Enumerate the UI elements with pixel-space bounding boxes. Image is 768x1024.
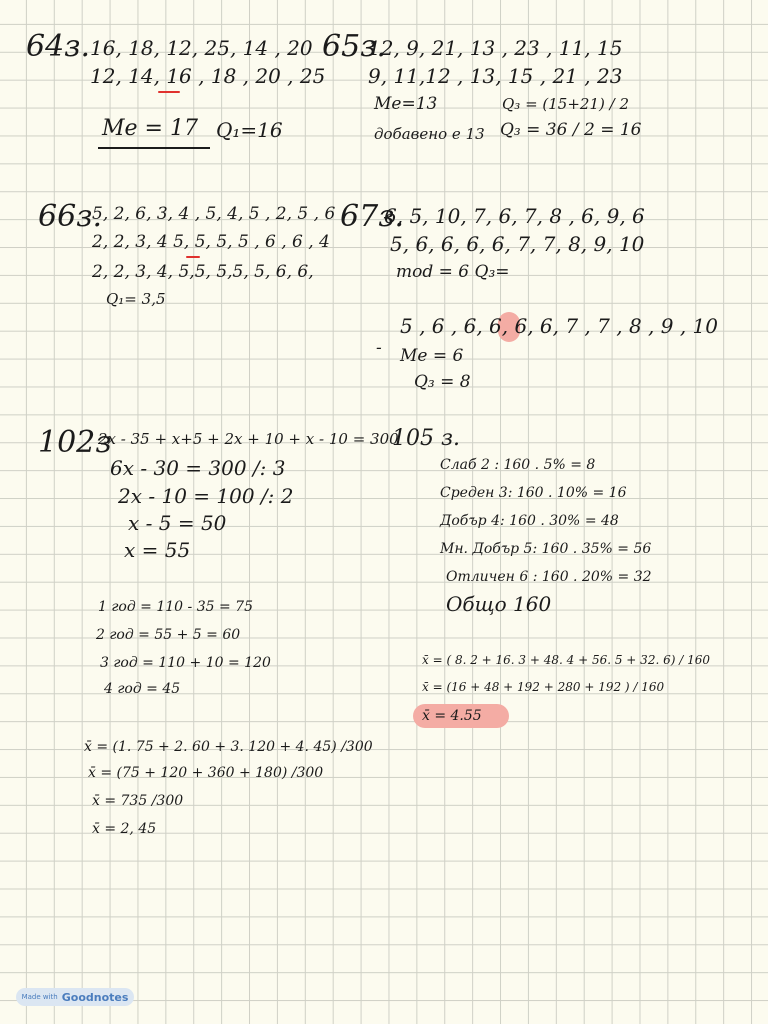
problem-64-median: Me = 17 [102,116,198,141]
badge-made-with: Made with [21,993,58,1001]
problem-65-q3-formula: Q₃ = (15+21) / 2 [502,95,629,113]
year-4: 4 год = 45 [104,681,181,697]
problem-65-q3-result: Q₃ = 36 / 2 = 16 [500,120,642,140]
problem-102-equation: 2x - 35 + x+5 + 2x + 10 + x - 10 = 300 [98,430,399,448]
problem-66-lower-half: 2, 2, 3, 4, 5,5, 5,5, 5, 6, 6, [92,262,314,282]
problem-65-data: 12, 9, 21, 13 , 23 , 11, 15 [368,36,623,60]
problem-65-sorted: 9, 11,12 , 13, 15 , 21 , 23 [368,64,623,88]
problem-67-q3: Q₃ = 8 [414,372,471,392]
mean-sum-102: x̄ = (75 + 120 + 360 + 180) /300 [88,765,324,781]
grade-4: Добър 4: 160 . 30% = 48 [440,513,619,529]
badge-brand: Goodnotes [61,990,129,1004]
problem-66-sorted: 2, 2, 3, 4 5, 5, 5, 5 , 6 , 6 , 4 [92,232,330,252]
year-2: 2 год = 55 + 5 = 60 [96,627,241,643]
problem-67-dash: - [376,338,382,358]
mean-formula-105: x̄ = ( 8. 2 + 16. 3 + 48. 4 + 56. 5 + 32. 6) / 160 [422,653,710,667]
problem-65-median: Me=13 [374,94,438,114]
problem-66-q1: Q₁= 3,5 [106,290,166,308]
median-underline-66 [186,256,200,258]
problem-67-number: 67з. [340,199,405,234]
problem-105-number: 105 з. [392,426,460,451]
grade-2: Слаб 2 : 160 . 5% = 8 [440,457,596,473]
grade-3: Среден 3: 160 . 10% = 16 [440,485,627,501]
year-1: 1 год = 110 - 35 = 75 [98,599,253,615]
mean-sum-105: x̄ = (16 + 48 + 192 + 280 + 192 ) / 160 [422,680,665,694]
problem-64-number: 64з. [26,29,91,64]
grade-5: Мн. Добър 5: 160 . 35% = 56 [440,541,652,557]
problem-67-sorted-again: 5 , 6 , 6, 6, 6, 6, 7 , 7 , 8 , 9 , 10 [400,314,718,338]
mean-result-102: x̄ = 2, 45 [92,821,157,837]
problem-66-data: 5, 2, 6, 3, 4 , 5, 4, 5 , 2, 5 , 6 [92,204,336,224]
problem-64-data: 16, 18, 12, 25, 14 , 20 [90,36,313,60]
problem-66-number: 66з. [38,199,103,234]
problem-65-number: 65з. [322,29,387,64]
median-underline [158,91,180,93]
grade-total: Общо 160 [446,592,552,616]
problem-67-sorted: 5, 6, 6, 6, 6, 7, 7, 8, 9, 10 [390,232,645,256]
problem-65-note: добавено е 13 [374,125,485,143]
problem-67-data: 6, 5, 10, 7, 6, 7, 8 , 6, 9, 6 [384,204,645,228]
median-rule [98,147,210,149]
mean-total-102: x̄ = 735 /300 [92,793,184,809]
problem-102-step3: x - 5 = 50 [128,511,227,535]
problem-102-number: 102з [38,425,112,460]
problem-102-result: x = 55 [124,538,191,562]
problem-64-sorted: 12, 14, 16 , 18 , 20 , 25 [90,64,326,88]
problem-102-step2: 2x - 10 = 100 /: 2 [118,484,294,508]
problem-64-q1: Q₁=16 [216,118,283,142]
grade-6: Отличен 6 : 160 . 20% = 32 [446,569,652,585]
year-3: 3 год = 110 + 10 = 120 [100,655,271,671]
problem-102-step1: 6x - 30 = 300 /: 3 [110,456,286,480]
goodnotes-badge[interactable] [16,988,134,1006]
problem-67-median: Me = 6 [400,346,464,366]
mean-formula-102: x̄ = (1. 75 + 2. 60 + 3. 120 + 4. 45) /300 [84,739,373,755]
mean-result-105: x̄ = 4.55 [422,708,482,724]
problem-67-mode: mod = 6 Q₃= [396,262,510,282]
